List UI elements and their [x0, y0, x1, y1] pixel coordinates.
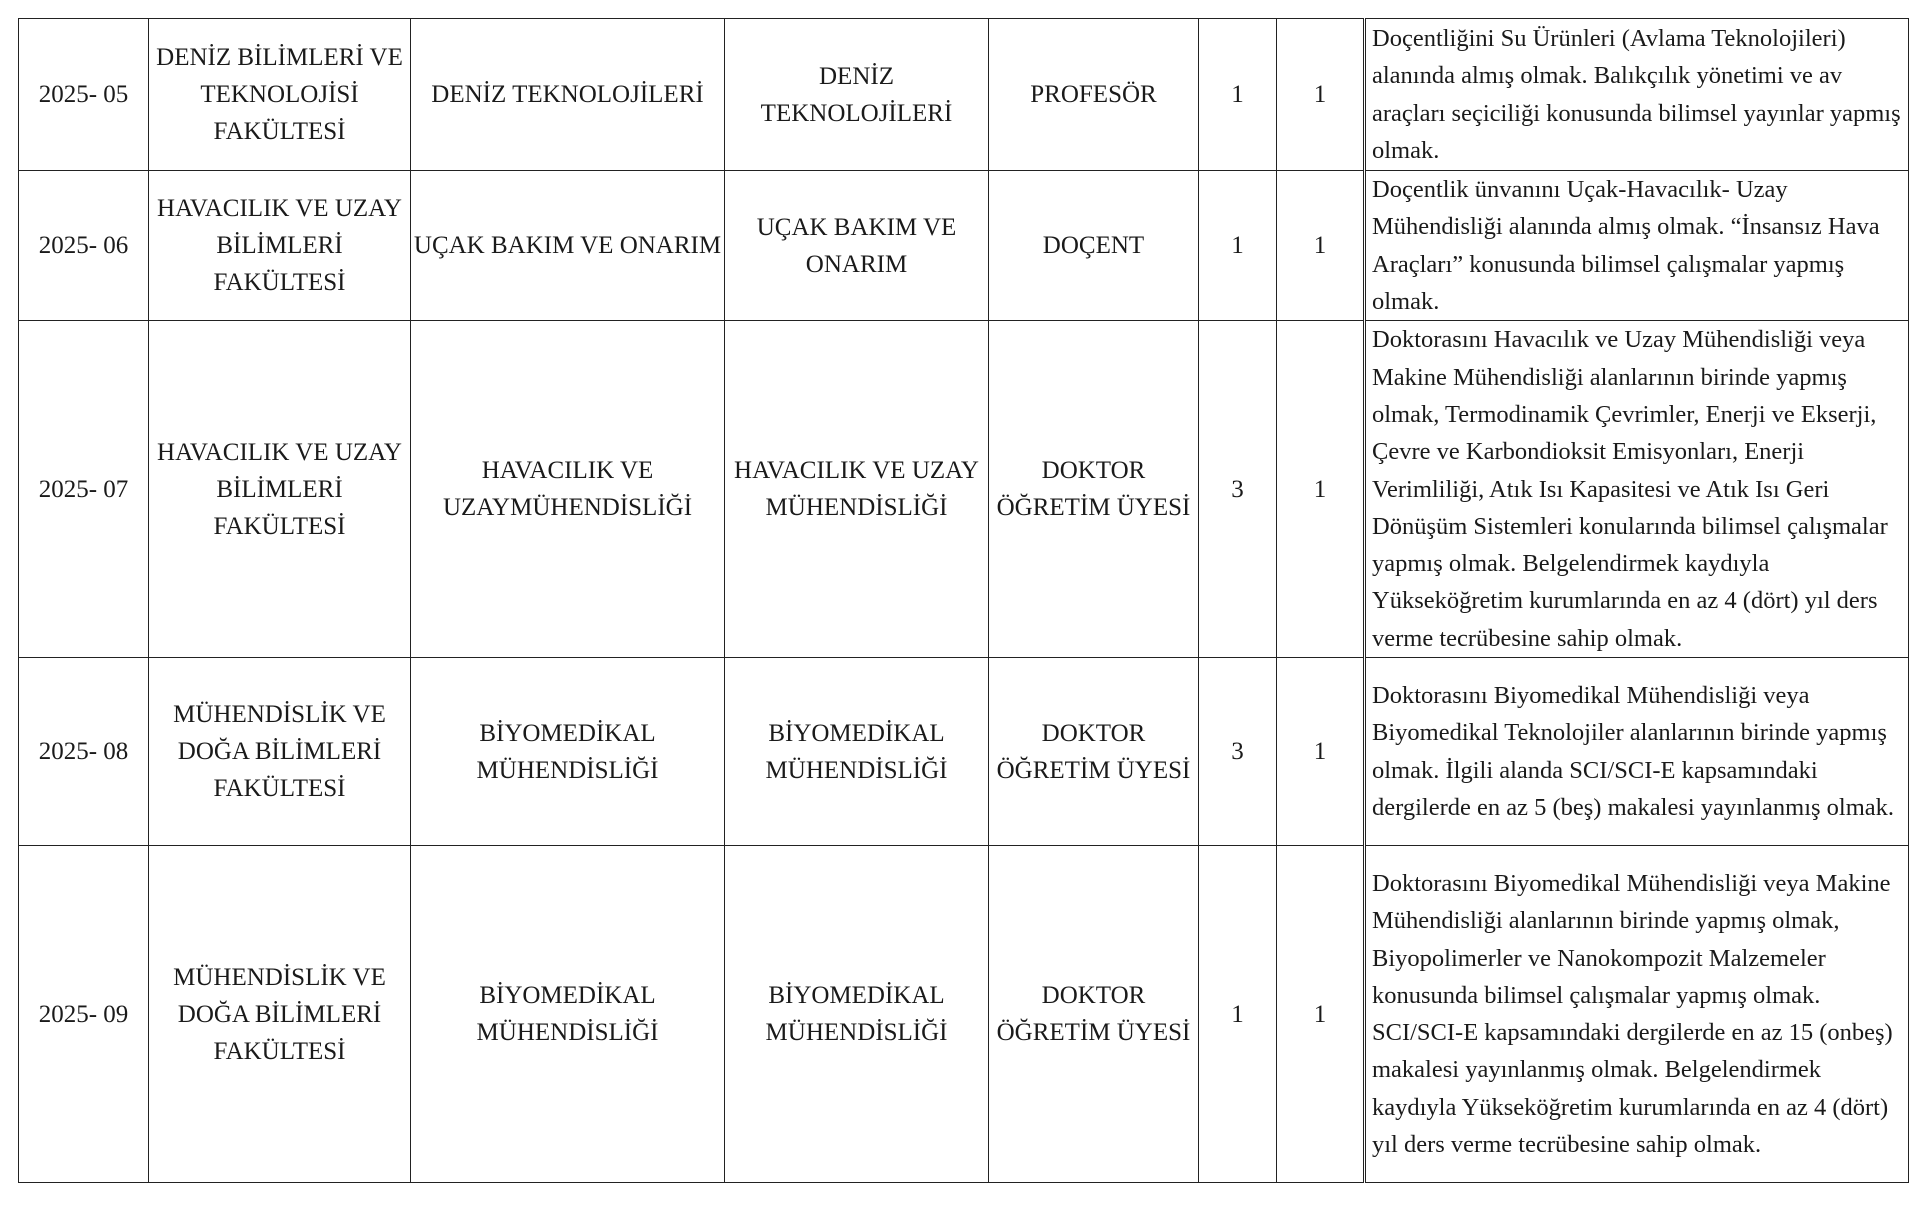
program-cell: UÇAK BAKIM VE ONARIM [725, 171, 989, 321]
degree-cell: 3 [1199, 658, 1277, 846]
program-cell: BİYOMEDİKAL MÜHENDİSLİĞİ [725, 658, 989, 846]
table-row [19, 846, 1909, 1183]
faculty-cell: HAVACILIK VE UZAY BİLİMLERİ FAKÜLTESİ [149, 321, 411, 658]
academic-title-cell: DOÇENT [989, 171, 1199, 321]
table-row [19, 171, 1909, 321]
conditions-cell: Doçentlik ünvanını Uçak-Havacılık- Uzay Mühendisliği alanında almış olmak. “İnsansız Hava Araçları” konusunda bilimsel çalışmalar yapmış olmak. [1365, 171, 1909, 321]
degree-cell: 1 [1199, 19, 1277, 171]
conditions-cell: Doçentliğini Su Ürünleri (Avlama Teknolojileri) alanında almış olmak. Balıkçılık yönetimi ve av araçları seçiciliği konusunda bilimsel yayınlar yapmış olmak. [1365, 19, 1909, 171]
faculty-cell: HAVACILIK VE UZAY BİLİMLERİ FAKÜLTESİ [149, 171, 411, 321]
conditions-cell: Doktorasını Biyomedikal Mühendisliği veya Makine Mühendisliği alanlarının birinde yapmış olmak, Biyopolimerler ve Nanokompozit Malzemeler konusunda bilimsel çalışmalar yapmış olmak. SCI/SCI-E kapsamındaki dergilerde en az 15 (onbeş) makalesi yayınlanmış olmak. Belgelendirmek kaydıyla Yükseköğretim kurumlarında en az 4 (dört) yıl ders verme tecrübesine sahip olmak. [1365, 846, 1909, 1183]
position-code-cell: 2025- 06 [19, 171, 149, 321]
table-row [19, 19, 1909, 171]
program-cell: BİYOMEDİKAL MÜHENDİSLİĞİ [725, 846, 989, 1183]
position-count-cell: 1 [1277, 658, 1365, 846]
program-cell: DENİZ TEKNOLOJİLERİ [725, 19, 989, 171]
department-cell: BİYOMEDİKAL MÜHENDİSLİĞİ [411, 658, 725, 846]
position-count-cell: 1 [1277, 19, 1365, 171]
position-count-cell: 1 [1277, 846, 1365, 1183]
degree-cell: 1 [1199, 846, 1277, 1183]
degree-cell: 1 [1199, 171, 1277, 321]
table-row [19, 321, 1909, 658]
faculty-cell: MÜHENDİSLİK VE DOĞA BİLİMLERİ FAKÜLTESİ [149, 658, 411, 846]
position-code-cell: 2025- 07 [19, 321, 149, 658]
department-cell: BİYOMEDİKAL MÜHENDİSLİĞİ [411, 846, 725, 1183]
academic-title-cell: PROFESÖR [989, 19, 1199, 171]
position-count-cell: 1 [1277, 321, 1365, 658]
position-code-cell: 2025- 05 [19, 19, 149, 171]
department-cell: HAVACILIK VE UZAYMÜHENDİSLİĞİ [411, 321, 725, 658]
faculty-cell: MÜHENDİSLİK VE DOĞA BİLİMLERİ FAKÜLTESİ [149, 846, 411, 1183]
table-row [19, 658, 1909, 846]
department-cell: UÇAK BAKIM VE ONARIM [411, 171, 725, 321]
program-cell: HAVACILIK VE UZAY MÜHENDİSLİĞİ [725, 321, 989, 658]
conditions-cell: Doktorasını Havacılık ve Uzay Mühendisliği veya Makine Mühendisliği alanlarının birinde yapmış olmak, Termodinamik Çevrimler, Enerji ve Ekserji, Çevre ve Karbondioksit Emisyonları, Enerji Verimliliği, Atık Isı Kapasitesi ve Atık Isı Geri Dönüşüm Sistemleri konularında bilimsel çalışmalar yapmış olmak. Belgelendirmek kaydıyla Yükseköğretim kurumlarında en az 4 (dört) yıl ders verme tecrübesine sahip olmak. [1365, 321, 1909, 658]
degree-cell: 3 [1199, 321, 1277, 658]
academic-title-cell: DOKTOR ÖĞRETİM ÜYESİ [989, 846, 1199, 1183]
faculty-cell: DENİZ BİLİMLERİ VE TEKNOLOJİSİ FAKÜLTESİ [149, 19, 411, 171]
position-code-cell: 2025- 09 [19, 846, 149, 1183]
conditions-cell: Doktorasını Biyomedikal Mühendisliği veya Biyomedikal Teknolojiler alanlarının birinde yapmış olmak. İlgili alanda SCI/SCI-E kapsamındaki dergilerde en az 5 (beş) makalesi yayınlanmış olmak. [1365, 658, 1909, 846]
faculty-positions-table [18, 18, 1909, 1183]
academic-title-cell: DOKTOR ÖĞRETİM ÜYESİ [989, 658, 1199, 846]
position-count-cell: 1 [1277, 171, 1365, 321]
position-code-cell: 2025- 08 [19, 658, 149, 846]
department-cell: DENİZ TEKNOLOJİLERİ [411, 19, 725, 171]
academic-title-cell: DOKTOR ÖĞRETİM ÜYESİ [989, 321, 1199, 658]
